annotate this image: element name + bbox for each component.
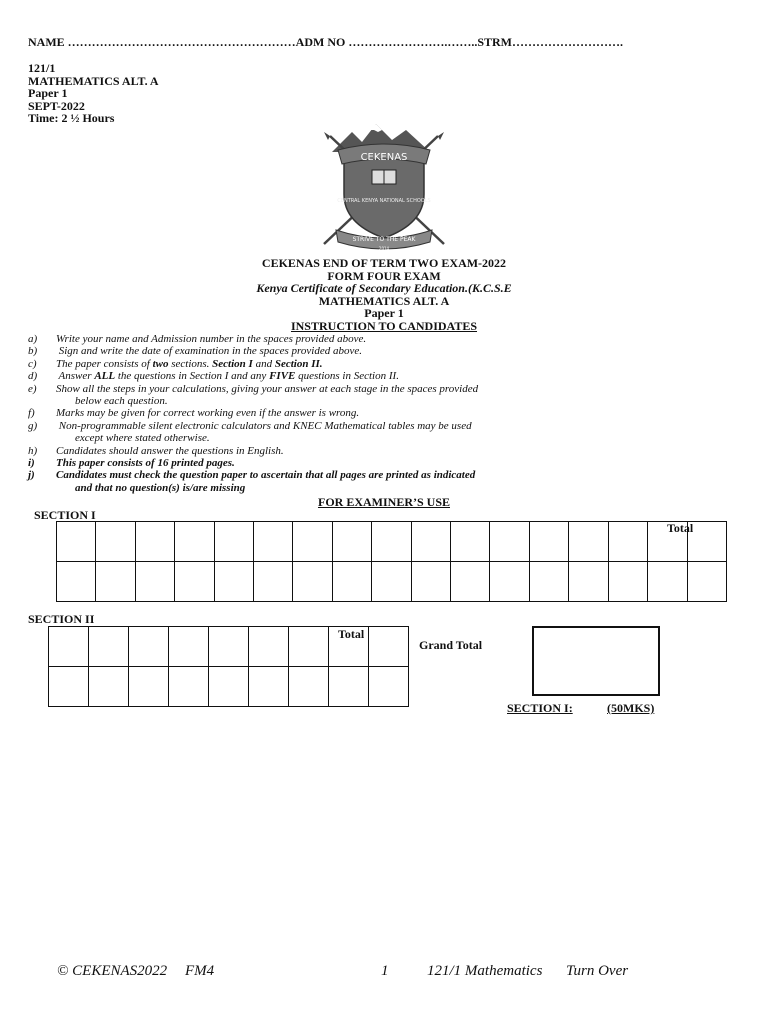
score-cell[interactable] (169, 627, 209, 667)
section1-marks-label: SECTION I: (507, 701, 573, 715)
score-cell[interactable] (451, 522, 490, 562)
score-cell[interactable] (332, 522, 371, 562)
exam-subject: MATHEMATICS ALT. A (318, 293, 450, 308)
instruction-i: i) This paper consists of 16 printed pages. (28, 457, 235, 469)
candidate-details-line: NAME …………………………………………………ADM NO …………………….……..STRM………………………. (28, 35, 623, 49)
score-cell[interactable] (96, 562, 135, 602)
score-cell[interactable] (49, 627, 89, 667)
score-cell[interactable] (175, 522, 214, 562)
footer-course: 121/1 Mathematics (427, 963, 543, 979)
score-cell[interactable] (411, 522, 450, 562)
score-cell[interactable] (329, 667, 369, 707)
score-cell[interactable] (490, 522, 529, 562)
instruction-h: h) Candidates should answer the questions in English. (28, 444, 284, 457)
crest-motto: STRIVE TO THE PEAK (352, 236, 416, 243)
score-cell[interactable] (89, 667, 129, 707)
score-cell[interactable] (96, 522, 135, 562)
score-cell[interactable] (569, 522, 608, 562)
instruction-e: e) Show all the steps in your calculations, giving your answer at each stage in the spaces provided below each question. (28, 382, 479, 407)
section1-score-table (56, 521, 727, 602)
paper-code: 121/1 (28, 61, 56, 75)
exam-title: CEKENAS END OF TERM TWO EXAM-2022 (261, 256, 507, 270)
instruction-j: j) Candidates must check the question paper to ascertain that all pages are printed as indicated and that no question(s) is/are missing (28, 469, 476, 494)
score-cell[interactable] (249, 627, 289, 667)
score-cell[interactable] (57, 562, 96, 602)
score-cell[interactable] (293, 522, 332, 562)
score-cell[interactable] (529, 522, 568, 562)
footer-turn-over: Turn Over (566, 963, 629, 979)
score-cell[interactable] (608, 562, 647, 602)
score-cell[interactable] (289, 667, 329, 707)
score-cell[interactable] (529, 562, 568, 602)
exam-certificate: Kenya Certificate of Secondary Education.(K.C.S.E (256, 281, 512, 295)
score-cell[interactable] (135, 522, 174, 562)
score-cell[interactable] (372, 562, 411, 602)
section2-total-label: Total (338, 627, 365, 641)
score-cell[interactable] (569, 562, 608, 602)
instruction-c: c) The paper consists of two sections. Section I and Section II. (28, 357, 323, 370)
instruction-b: b) Sign and write the date of examination in the spaces provided above. (28, 345, 363, 358)
score-cell[interactable] (49, 667, 89, 707)
crest-banner-text: CEKENAS (360, 152, 408, 163)
score-cell[interactable] (687, 562, 727, 602)
score-cell[interactable] (249, 667, 289, 707)
score-cell[interactable] (490, 562, 529, 602)
school-crest-logo (318, 122, 450, 254)
exam-date: SEPT-2022 (28, 98, 85, 113)
score-cell[interactable] (175, 562, 214, 602)
score-cell[interactable] (214, 562, 253, 602)
exam-paper: Paper 1 (364, 306, 404, 320)
score-cell[interactable] (209, 667, 249, 707)
score-cell[interactable] (89, 627, 129, 667)
grand-total-label: Grand Total (419, 638, 483, 652)
section2-label: SECTION II (28, 612, 95, 626)
score-cell[interactable] (57, 522, 96, 562)
score-cell[interactable] (135, 562, 174, 602)
crest-year: 2014 (378, 246, 390, 251)
section1-marks-value: (50MKS) (607, 701, 655, 715)
footer-copyright: © CEKENAS2022 (57, 963, 168, 979)
score-cell[interactable] (129, 667, 169, 707)
section1-label: SECTION I (34, 508, 96, 522)
score-cell[interactable] (214, 522, 253, 562)
exam-form: FORM FOUR EXAM (327, 268, 441, 283)
grand-total-box[interactable] (532, 626, 660, 696)
score-cell[interactable] (608, 522, 647, 562)
score-cell[interactable] (648, 562, 687, 602)
instruction-a: a) Write your name and Admission number in the spaces provided above. (28, 333, 367, 345)
score-cell[interactable] (209, 627, 249, 667)
score-cell[interactable] (451, 562, 490, 602)
score-cell[interactable] (372, 522, 411, 562)
paper-number: Paper 1 (28, 86, 68, 100)
instruction-g: g) Non-programmable silent electronic calculators and KNEC Mathematical tables may be used except where stated otherwise. (28, 419, 472, 445)
score-cell[interactable] (332, 562, 371, 602)
score-cell[interactable] (289, 627, 329, 667)
score-cell[interactable] (293, 562, 332, 602)
score-cell[interactable] (254, 522, 293, 562)
crest-school-text: CENTRAL KENYA NATIONAL SCHOOLS (337, 198, 431, 204)
footer-form: FM4 (185, 963, 215, 979)
instruction-f: f) Marks may be given for correct working even if the answer is wrong. (28, 407, 360, 420)
score-cell[interactable] (411, 562, 450, 602)
score-cell[interactable] (369, 667, 409, 707)
score-cell[interactable] (129, 627, 169, 667)
score-cell[interactable] (254, 562, 293, 602)
exam-duration: Time: 2 ½ Hours (28, 111, 115, 125)
instructions-heading: INSTRUCTION TO CANDIDATES (290, 318, 478, 333)
instruction-d: d) Answer ALL the questions in Section I and any FIVE questions in Section II. (28, 370, 399, 383)
score-cell[interactable] (369, 627, 409, 667)
section1-total-label: Total (667, 521, 694, 535)
footer-page-number: 1 (381, 963, 389, 979)
subject-name: MATHEMATICS ALT. A (28, 73, 159, 88)
examiner-heading: FOR EXAMINER’S USE (317, 495, 450, 509)
score-cell[interactable] (169, 667, 209, 707)
